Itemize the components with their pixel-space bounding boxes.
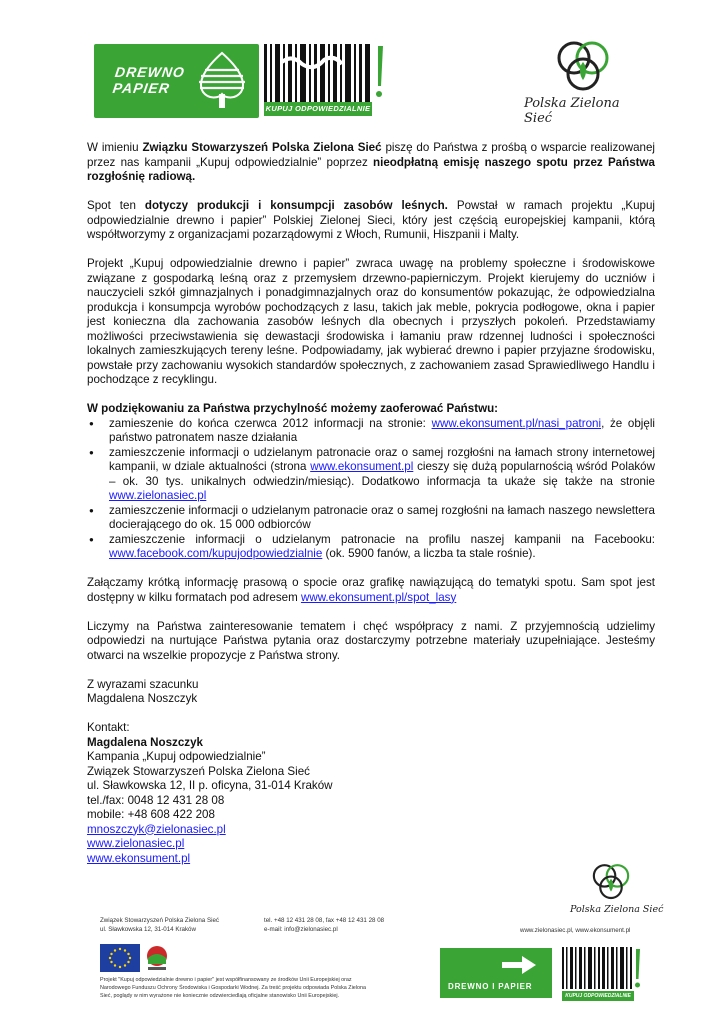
- footer-org-line-1: Związek Stowarzyszeń Polska Zielona Sieć: [100, 917, 219, 924]
- funding-line-3: Sieć, poglądy w nim wyrażone nie koniecznie odzwierciedlają oficjalne stanowisko Unii Europejskiej.: [100, 993, 340, 999]
- text: , że objęli państwo patronatem nasze działania: [109, 416, 655, 444]
- footer-org-logo: [570, 862, 664, 920]
- text: Załączamy krótką informację prasową o spocie oraz grafikę nawiązującą do tematyki spotu. Sam spot jest dostępny w kilku formatach pod adresem: [87, 576, 655, 604]
- offer-heading: W podziękowaniu za Państwa przychylność możemy zaoferować Państwu:: [87, 402, 499, 415]
- nfosigw-graphic: [144, 944, 170, 972]
- text: Powstał w ramach projektu „Kupuj odpowiedzialnie drewno i papier” Polskiej Zielonej Sieci, który jest częścią europejskiej kampanii, którą współtworzymy z organizacjami pozarządowymi z Włoch, Rumunii, Hiszpanii i Malty.: [87, 199, 655, 241]
- eu-flag-icon: [100, 944, 140, 972]
- contact-web-zielonasiec[interactable]: www.zielonasiec.pl: [87, 837, 185, 850]
- contact-mobile: mobile: +48 608 422 208: [87, 808, 215, 821]
- kupuj-barcode-logo: [262, 42, 386, 118]
- closing-phrase: Z wyrazami szacunku: [87, 677, 199, 691]
- text: piszę do Państwa z prośbą o wsparcie realizowanej przez nas kampanii „Kupuj odpowiedzialnie” poprzez: [87, 141, 655, 169]
- contact-org: Związek Stowarzyszeń Polska Zielona Sieć: [87, 764, 310, 778]
- org-logo-name: Polska Zielona Sieć: [524, 96, 620, 126]
- footer-drewno-badge: [440, 948, 552, 998]
- link-facebook[interactable]: www.facebook.com/kupujodpowiedzialnie: [109, 547, 323, 560]
- footer-funding-note: [100, 976, 400, 1000]
- contact-name: Magdalena Noszczyk: [87, 735, 203, 749]
- arrow-icon: [500, 954, 540, 976]
- footer-org-line-2: ul. Sławkowska 12, 31-014 Kraków: [100, 926, 196, 933]
- bold-text: nieodpłatną emisję naszego spotu przez Państwa rozgłośnię radiową.: [87, 155, 655, 183]
- logo-text: [112, 64, 186, 96]
- list-item: [109, 446, 655, 504]
- polska-zielona-siec-logo: [520, 40, 640, 126]
- list-item: [109, 504, 655, 533]
- barcode-icon: [560, 945, 642, 991]
- text: (ok. 5900 fanów, a liczba ta stale rośnie).: [322, 547, 536, 560]
- text: zamieszenie do końca czerwca 2012 informacji na stronie:: [109, 416, 432, 430]
- text: cieszy się dużą popularnością wśród Polaków – ok. 30 tys. unikalnych odwiedzin/miesiąc). Dodatkowo informacja ta ukaże się także na stronie: [109, 460, 656, 488]
- contact-email-link[interactable]: mnoszczyk@zielonasiec.pl: [87, 822, 226, 836]
- signature: Magdalena Noszczyk: [87, 692, 198, 705]
- footer-barcode-logo: [560, 945, 642, 1001]
- paragraph-project: Projekt „Kupuj odpowiedzialnie drewno i papier” zwraca uwagę na problemy społeczne i środowiskowe związane z gospodarką leśną oraz z przemysłem drzewno-papierniczym. Projekt kierujemy do uczniów i nauczycieli szkół gimnazjalnych i ponadgimnazjalnych oraz do konsumentów pokazując, że odpowiedzialna produkcja i konsumpcja wyrobów pochodzących z lasu, takich jak meble, pokrycia podłogowe, okna i papier jest konieczna dla zachowania zasobów leśnych dla obecnych i przyszłych pokoleń. Przedstawiamy możliwości przeciwstawienia się dewastacji środowiska i łamaniu praw rdzennej ludności i społeczności lokalnych zamieszkujących tereny leśne. Podpowiadamy, jak wybierać drewno i papier przyjazne środowisku, powstałe przy zachowaniu wysokich standardów społecznych, z zachowaniem zasad Sprawiedliwego Handlu i pochodzące z recyklingu.: [87, 257, 655, 386]
- paragraph-cooperation: Liczymy na Państwa zainteresowanie tematem i chęć współpracy z nami. Z przyjemnością udzielimy odpowiedzi na nurtujące Państwa pytania oraz dostarczymy potrzebne materiały uzupełniające. Jesteśmy otwarci na wszelkie propozycje z Państwa strony.: [87, 619, 655, 662]
- logo-line-1: DREWNO: [114, 64, 187, 80]
- footer-org-address: [100, 916, 219, 934]
- text: zamieszczenie informacji o udzielanym patronacie oraz o samej rozgłośni na łamach naszego newslettera docierającego do ok. 15 000 odbiorców: [109, 503, 655, 531]
- paragraph-attachment: [87, 576, 655, 605]
- list-item: [109, 533, 655, 562]
- bold-text: dotyczy produkcji i konsumpcji zasobów leśnych.: [144, 199, 448, 212]
- barcode-label: KUPUJ ODPOWIEDZIALNIE: [264, 102, 372, 116]
- barcode-icon: [262, 42, 386, 104]
- link-ekonsument[interactable]: www.ekonsument.pl: [310, 460, 414, 473]
- funding-line-2: Narodowego Funduszu Ochrony Środowiska i Gospodarki Wodnej. Za treść projektu odpowiada Polska Zielona: [100, 985, 366, 991]
- footer-barcode-label: KUPUJ ODPOWIEDZIALNIE: [562, 991, 634, 1001]
- text: zamieszczenie informacji o udzielanym patronacie oraz o samej rozgłośni na łamach strony internetowej kampanii, w dziale aktualności (strona: [109, 445, 655, 473]
- letter-body: [87, 141, 655, 866]
- contact-telfax: tel./fax: 0048 12 431 28 08: [87, 793, 225, 807]
- offer-list: [87, 417, 655, 562]
- contact-address: ul. Sławkowska 12, II p. oficyna, 31-014 Kraków: [87, 779, 333, 792]
- text: Spot ten: [87, 199, 145, 212]
- contact-campaign: Kampania „Kupuj odpowiedzialnie”: [87, 750, 266, 763]
- link-zielonasiec[interactable]: www.zielonasiec.pl: [109, 489, 207, 502]
- footer-websites: www.zielonasiec.pl, www.ekonsument.pl: [520, 927, 631, 934]
- eu-flag-graphic: [100, 944, 140, 972]
- nfosigw-logo-icon: [144, 944, 170, 972]
- paragraph-spot: [87, 199, 655, 243]
- contact-web-ekonsument[interactable]: www.ekonsument.pl: [87, 851, 191, 865]
- footer-tel: tel. +48 12 431 28 08, fax +48 12 431 28 08: [264, 917, 385, 924]
- text: zamieszczenie informacji o udzielanym patronacie na profilu naszej kampanii na Facebooku:: [109, 532, 655, 546]
- funding-line-1: Projekt "Kupuj odpowiedzialnie drewno i papier" jest współfinansowany ze środków Unii Europejskiej oraz: [100, 977, 352, 983]
- list-item: [109, 417, 655, 446]
- logo-line-2: PAPIER: [111, 80, 172, 96]
- contact-block: [87, 721, 655, 866]
- link-spot-lasy[interactable]: www.ekonsument.pl/spot_lasy: [300, 590, 457, 604]
- drewno-papier-logo: [94, 44, 259, 118]
- text: W imieniu: [87, 141, 143, 154]
- closing: [87, 678, 655, 707]
- rings-icon: [586, 862, 636, 904]
- contact-label: Kontakt:: [87, 721, 130, 734]
- bold-text: Związku Stowarzyszeń Polska Zielona Sieć: [142, 141, 382, 154]
- footer-email: e-mail: info@zielonasiec.pl: [264, 926, 338, 933]
- footer-contact: [264, 916, 384, 934]
- footer-badge-label: DREWNO I PAPIER: [448, 982, 533, 991]
- footer-logo-name: Polska Zielona Sieć: [570, 904, 664, 915]
- rings-icon: [548, 40, 618, 96]
- tree-icon: [191, 50, 253, 112]
- link-nasi-patroni[interactable]: www.ekonsument.pl/nasi_patroni: [431, 416, 602, 430]
- paragraph-intro: [87, 141, 655, 185]
